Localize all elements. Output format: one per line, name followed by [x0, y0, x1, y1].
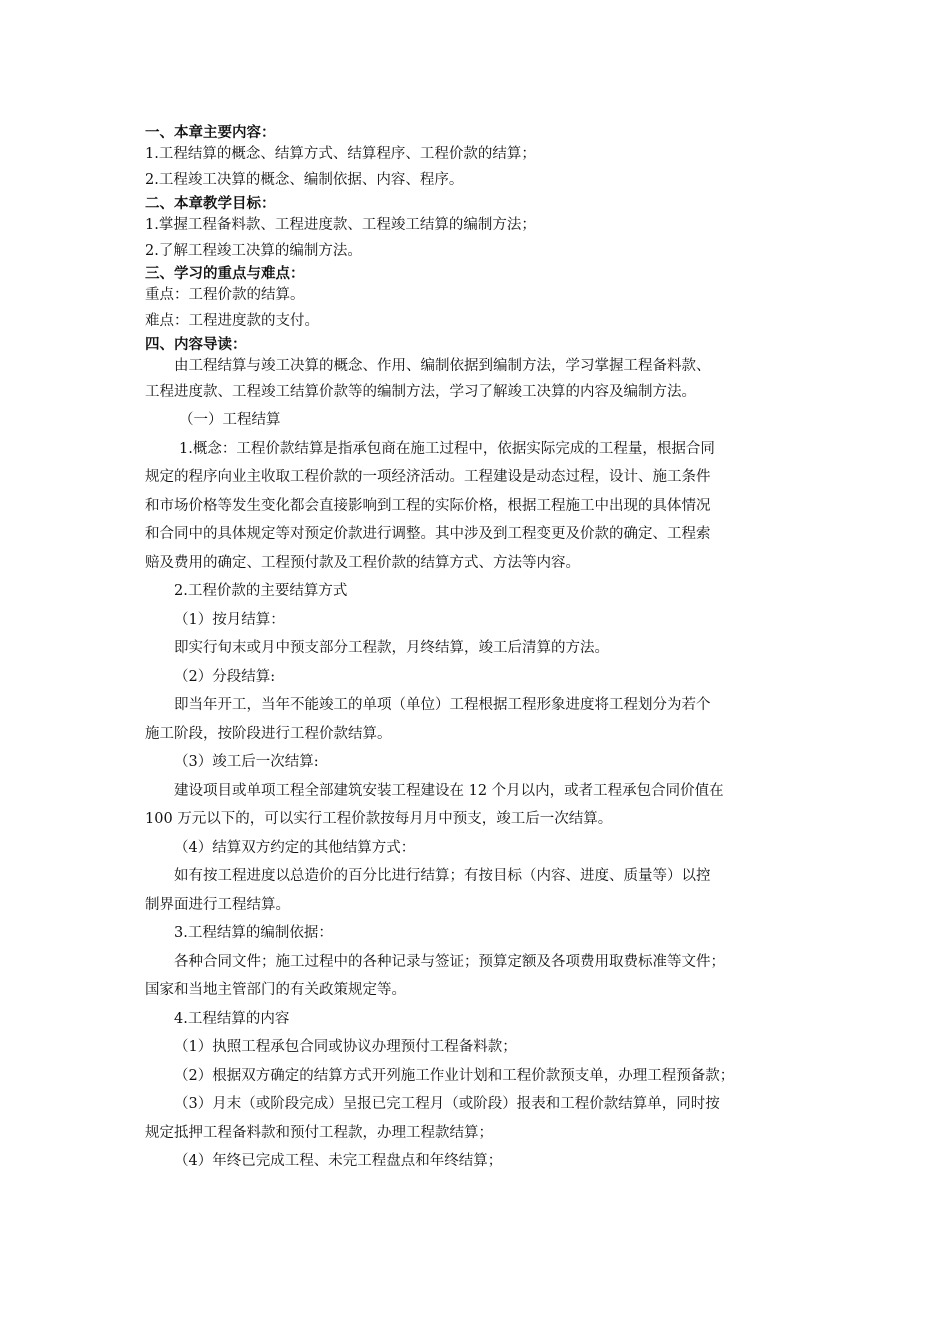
- paragraph-line: 1.掌握工程备料款、工程进度款、工程竣工结算的编制方法；: [145, 216, 536, 233]
- paragraph-line: 难点：工程进度款的支付。: [145, 313, 319, 329]
- paragraph-line: （4）结算双方约定的其他结算方式：: [174, 839, 416, 856]
- paragraph-line: 规定的程序向业主收取工程价款的一项经济活动。工程建设是动态过程，设计、施工条件: [145, 469, 711, 485]
- paragraph-line: 和市场价格等发生变化都会直接影响到工程的实际价格，根据工程施工中出现的具体情况: [145, 497, 711, 514]
- paragraph-line: （1）执照工程承包合同或协议办理预付工程备料款；: [174, 1039, 517, 1055]
- paragraph-line: 2.工程价款的主要结算方式: [174, 583, 348, 599]
- paragraph-line: 1.概念：工程价款结算是指承包商在施工过程中，依据实际完成的工程量，根据合同: [179, 440, 715, 457]
- section-heading: 一、本章主要内容：: [145, 125, 276, 141]
- paragraph-line: 3.工程结算的编制依据：: [174, 925, 333, 941]
- paragraph-line: 即实行旬末或月中预支部分工程款，月终结算，竣工后清算的方法。: [174, 640, 609, 656]
- paragraph-line: 制界面进行工程结算。: [145, 896, 290, 913]
- document-body: [145, 124, 815, 1176]
- paragraph-line: 各种合同文件；施工过程中的各种记录与签证；预算定额及各项费用取费标准等文件；: [174, 953, 725, 970]
- paragraph-line: （3）月末（或阶段完成）呈报已完工程月（或阶段）报表和工程价款结算单，同时按: [174, 1096, 720, 1112]
- paragraph-line: 建设项目或单项工程全部建筑安装工程建设在 12 个月以内，或者工程承包合同价值在: [174, 782, 724, 799]
- paragraph-line: 由工程结算与竣工决算的概念、作用、编制依据到编制方法，学习掌握工程备料款、: [174, 357, 711, 374]
- paragraph-line: 4.工程结算的内容: [174, 1010, 290, 1027]
- paragraph-line: 赔及费用的确定、工程预付款及工程价款的结算方式、方法等内容。: [145, 554, 580, 571]
- paragraph-line: 1.工程结算的概念、结算方式、结算程序、工程价款的结算；: [145, 146, 536, 162]
- subsection-title: （一）工程结算: [179, 412, 281, 428]
- section-heading: 四、内容导读：: [145, 336, 247, 353]
- paragraph-line: （3）竣工后一次结算:: [174, 754, 319, 770]
- paragraph-line: （2）分段结算:: [174, 668, 276, 685]
- paragraph-line: （4）年终已完成工程、未完工程盘点和年终结算；: [174, 1153, 503, 1169]
- paragraph-line: 施工阶段，按阶段进行工程价款结算。: [145, 725, 392, 742]
- paragraph-line: 即当年开工，当年不能竣工的单项（单位）工程根据工程形象进度将工程划分为若个: [174, 697, 711, 713]
- paragraph-line: 2.了解工程竣工决算的编制方法。: [145, 242, 362, 259]
- paragraph-line: （1）按月结算：: [174, 611, 285, 628]
- paragraph-line: 如有按工程进度以总造价的百分比进行结算；有按目标（内容、进度、质量等）以控: [174, 868, 711, 884]
- paragraph-line: 规定抵押工程备料款和预付工程款，办理工程款结算；: [145, 1124, 493, 1141]
- paragraph-line: 和合同中的具体规定等对预定价款进行调整。其中涉及到工程变更及价款的确定、工程索: [145, 526, 711, 542]
- paragraph-line: 100 万元以下的，可以实行工程价款按每月月中预支，竣工后一次结算。: [145, 811, 613, 827]
- section-heading: 三、学习的重点与难点：: [145, 266, 305, 282]
- paragraph-line: 2.工程竣工决算的概念、编制依据、内容、程序。: [145, 172, 464, 188]
- section-heading: 二、本章教学目标：: [145, 195, 276, 212]
- paragraph-line: 工程进度款、工程竣工结算价款等的编制方法，学习了解竣工决算的内容及编制方法。: [145, 383, 696, 400]
- paragraph-line: （2）根据双方确定的结算方式开列施工作业计划和工程价款预支单，办理工程预备款；: [174, 1067, 735, 1084]
- paragraph-line: 国家和当地主管部门的有关政策规定等。: [145, 982, 406, 998]
- paragraph-line: 重点：工程价款的结算。: [145, 287, 305, 303]
